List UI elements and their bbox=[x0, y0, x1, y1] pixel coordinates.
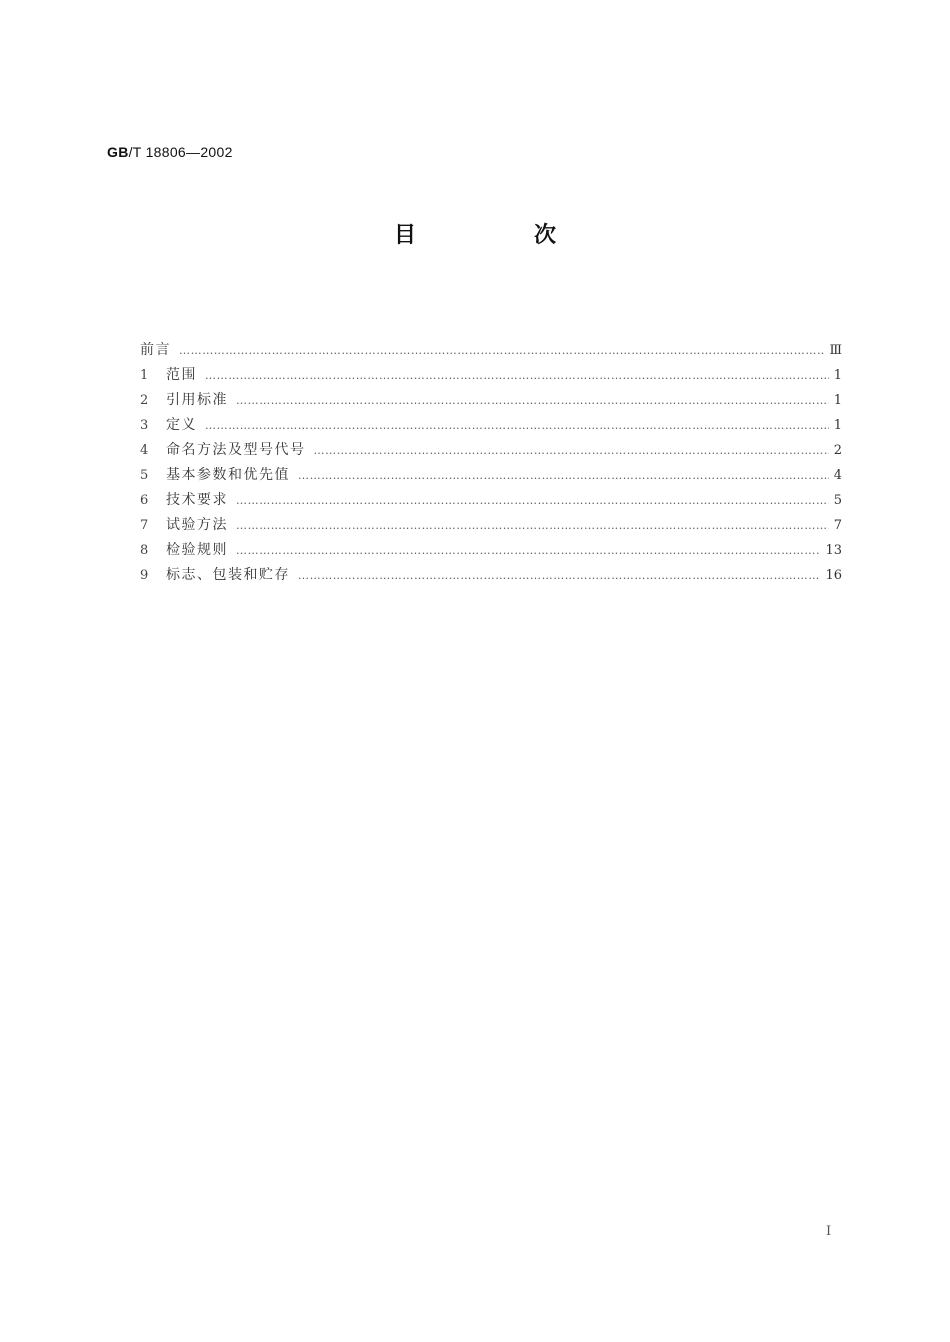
toc-entry-label: 试验方法 bbox=[166, 517, 228, 533]
toc-entry-number: 7 bbox=[140, 518, 149, 533]
toc-entry-number: 5 bbox=[140, 468, 149, 483]
toc-entry-label: 前言 bbox=[140, 342, 171, 358]
toc-leader-dots bbox=[298, 466, 829, 486]
toc-entry-5[interactable] bbox=[140, 465, 842, 490]
toc-entry-page: 5 bbox=[833, 493, 842, 508]
toc-entry-page: 13 bbox=[825, 543, 842, 558]
toc-entry-number: 2 bbox=[140, 393, 149, 408]
standard-code-number: /T 18806—2002 bbox=[128, 144, 233, 160]
toc-entry-foreword[interactable] bbox=[140, 340, 842, 365]
toc-entry-3[interactable] bbox=[140, 415, 842, 440]
toc-leader-dots bbox=[314, 441, 829, 461]
toc-entry-label: 基本参数和优先值 bbox=[166, 467, 290, 483]
toc-leader-dots bbox=[298, 566, 820, 586]
toc-leader-dots bbox=[236, 541, 820, 561]
toc-entry-page: 1 bbox=[833, 368, 842, 383]
toc-entry-7[interactable] bbox=[140, 515, 842, 540]
toc-leader-dots bbox=[236, 516, 829, 536]
toc-entry-number: 1 bbox=[140, 368, 149, 383]
toc-entry-label: 范围 bbox=[166, 367, 197, 383]
toc-entry-4[interactable] bbox=[140, 440, 842, 465]
toc-leader-dots bbox=[205, 366, 829, 386]
page-number: I bbox=[826, 1224, 832, 1239]
toc-entry-label: 检验规则 bbox=[166, 542, 228, 558]
toc-leader-dots bbox=[205, 416, 829, 436]
toc-entry-6[interactable] bbox=[140, 490, 842, 515]
toc-leader-dots bbox=[179, 341, 824, 361]
toc-leader-dots bbox=[236, 491, 829, 511]
toc-entry-page: 1 bbox=[833, 393, 842, 408]
toc-entry-label: 引用标准 bbox=[166, 392, 228, 408]
toc-entry-label: 命名方法及型号代号 bbox=[166, 442, 306, 458]
toc-entry-label: 技术要求 bbox=[166, 492, 228, 508]
toc-entry-page: 4 bbox=[833, 468, 842, 483]
toc-entry-number: 3 bbox=[140, 418, 149, 433]
toc-entry-page: 1 bbox=[833, 418, 842, 433]
standard-code-prefix: GB bbox=[107, 144, 129, 160]
toc-entry-page: Ⅲ bbox=[829, 343, 842, 358]
page-title: 目 次 bbox=[393, 223, 604, 248]
toc-entry-number: 4 bbox=[140, 443, 149, 458]
toc-entry-page: 16 bbox=[825, 568, 842, 583]
table-of-contents bbox=[140, 340, 842, 590]
toc-entry-9[interactable] bbox=[140, 565, 842, 590]
toc-entry-number: 8 bbox=[140, 543, 149, 558]
toc-entry-8[interactable] bbox=[140, 540, 842, 565]
toc-entry-page: 2 bbox=[833, 443, 842, 458]
toc-leader-dots bbox=[236, 391, 829, 411]
standard-code bbox=[107, 144, 233, 160]
toc-entry-number: 6 bbox=[140, 493, 149, 508]
toc-entry-label: 标志、包装和贮存 bbox=[166, 567, 290, 583]
toc-entry-number: 9 bbox=[140, 568, 149, 583]
toc-entry-2[interactable] bbox=[140, 390, 842, 415]
toc-entry-page: 7 bbox=[833, 518, 842, 533]
toc-entry-1[interactable] bbox=[140, 365, 842, 390]
toc-entry-label: 定义 bbox=[166, 417, 197, 433]
